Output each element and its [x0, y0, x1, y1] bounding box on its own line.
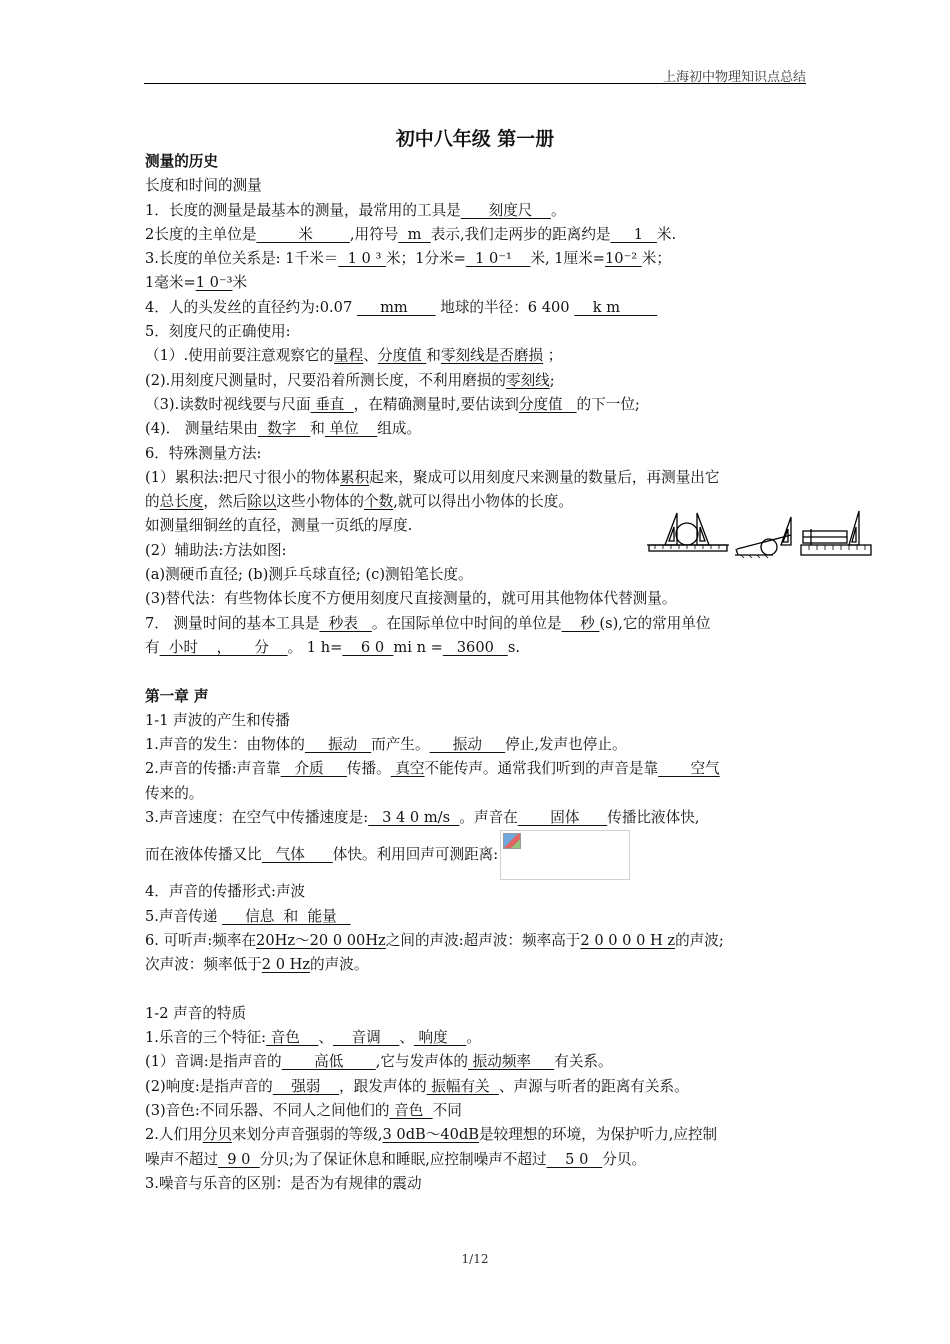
answer-blank: 气体 — [261, 846, 333, 864]
answer-blank: 信息 和 能量 — [221, 907, 351, 925]
sound-item-4: 4．声音的传播形式:声波 — [145, 883, 306, 901]
sound-item-3-cont: 而在液体传播又比 气体 体快。利用回声可测距离: — [145, 830, 825, 880]
item-2-unit: 2长度的主单位是 米 ,用符号 m 表示,我们走两步的距离约是 1 米. — [145, 225, 677, 243]
item-5-1: （1）.使用前要注意观察它的量程、分度值 和零刻线是否磨损 ； — [145, 347, 563, 365]
answer-blank: m — [398, 225, 431, 243]
answer-blank: 分度值 — [377, 347, 427, 365]
item-5-4: (4)． 测量结果由 数字 和 单位 组成。 — [145, 420, 422, 438]
subheading-sound-waves: 1-1 声波的产生和传播 — [145, 711, 290, 729]
quality-item-1-3: (3)音色:不同乐器、不同人之间他们的 音色 不同 — [145, 1101, 462, 1119]
sound-item-2: 2.声音的传播:声音靠 介质 传播。 真空不能传声。通常我们听到的声音是靠 空气 — [145, 760, 720, 778]
running-header: 上海初中物理知识点总结 — [662, 70, 806, 85]
answer-blank: k m — [574, 298, 658, 316]
answer-blank: 强弱 — [272, 1077, 340, 1095]
answer-blank: 10⁻² — [605, 250, 642, 268]
answer-blank: 1 — [610, 225, 657, 243]
subheading-length-time: 长度和时间的测量 — [145, 177, 262, 195]
item-5-3: （3).读数时视线要与尺面 垂直 ，在精确测量时,要估读到分度值 的下一位; — [145, 395, 640, 413]
answer-blank: 1 0⁻¹ — [465, 250, 531, 268]
page-number: 1/12 — [461, 1252, 489, 1266]
answer-blank: 音色 — [266, 1029, 319, 1047]
answer-blank: 3 4 0 m/s — [368, 809, 460, 827]
pencil-length-diagram — [801, 511, 871, 555]
item-4-hair-earth: 4．人的头发丝的直径约为:0.07 mm 地球的半径：6 400 k m — [145, 298, 658, 316]
item-6-special-methods: 6．特殊测量方法: — [145, 444, 262, 462]
section-heading-measurement: 测量的历史 — [145, 153, 218, 170]
measurement-methods-figure — [645, 505, 873, 559]
quality-item-3: 3.噪音与乐音的区别：是否为有规律的震动 — [145, 1174, 422, 1192]
answer-blank: 分度值 — [518, 395, 577, 413]
sound-item-5: 5.声音传递 信息 和 能量 — [145, 907, 351, 925]
answer-blank: 米 — [256, 225, 350, 243]
quality-item-2-cont: 噪声不超过 9 0 分贝;为了保证休息和睡眠,应控制噪声不超过 5 0 分贝。 — [145, 1150, 647, 1168]
answer-blank: 分贝 — [202, 1126, 232, 1144]
broken-image-icon — [503, 833, 521, 849]
answer-blank: 个数 — [363, 493, 394, 511]
item-1-tool: 1．长度的测量是最基本的测量，最常用的工具是 刻度尺 。 — [145, 201, 566, 219]
item-6-1-cont: 的总长度，然后除以这些小物体的个数,就可以得出小物体的长度。 — [145, 493, 573, 511]
answer-blank: 振动 — [429, 736, 506, 754]
item-7-units: 有 小时 ， 分 。 1 h= 6 0 mi n = 3600 s. — [145, 638, 520, 656]
answer-blank: 1 0 ³ — [338, 250, 386, 268]
answer-blank: 零刻线 — [505, 371, 550, 389]
answer-blank: 空气 — [658, 760, 720, 778]
spacer — [145, 978, 825, 1002]
answer-blank: 振动 — [304, 736, 372, 754]
item-6-1-example: 如测量细铜丝的直径，测量一页纸的厚度. — [145, 517, 413, 535]
answer-blank: 真空 — [390, 760, 425, 778]
item-3-millimeter: 1毫米=1 0⁻³米 — [145, 274, 248, 292]
item-6-2: (2）辅助法:方法如图: — [145, 541, 287, 559]
answer-blank: 刻度尺 — [460, 201, 551, 219]
answer-blank: 振幅有关 — [426, 1077, 499, 1095]
answer-blank: 6 0 — [342, 638, 394, 656]
item-5-2: (2).用刻度尺测量时，尺要沿着所测长度，不利用磨损的零刻线; — [145, 371, 555, 389]
sound-item-3: 3.声音速度：在空气中传播速度是: 3 4 0 m/s 。声音在 固体 传播比液体快, — [145, 809, 700, 827]
item-6-1: (1）累积法:把尺寸很小的物体累积起来，聚成可以用刻度尺来测量的数量后，再测量出它 — [145, 468, 720, 486]
answer-blank: 总长度 — [159, 493, 204, 511]
item-6-2-cases: (a)测硬币直径; (b)测乒乓球直径; (c)测铅笔长度。 — [145, 566, 473, 584]
item-7-time: 7． 测量时间的基本工具是 秒表 。在国际单位中时间的单位是 秒 (s),它的常用单位 — [145, 614, 711, 632]
page-title: 初中八年级 第一册 — [395, 128, 555, 150]
item-6-3: (3)替代法：有些物体长度不方便用刻度尺直接测量的，就可用其他物体代替测量。 — [145, 590, 677, 608]
answer-blank: 音色 — [389, 1101, 433, 1119]
spacer — [145, 660, 825, 684]
document-body — [145, 150, 825, 1196]
answer-blank: 单位 — [324, 420, 378, 438]
answer-blank: 秒表 — [319, 614, 372, 632]
answer-blank: 2 0 0 0 0 H z — [580, 931, 676, 949]
answer-blank: 2 0 Hz — [261, 956, 311, 974]
broken-image-placeholder — [500, 830, 630, 880]
answer-blank: 固体 — [517, 809, 608, 827]
answer-blank: 3600 — [442, 638, 508, 656]
answer-blank: 介质 — [280, 760, 347, 778]
answer-blank: 小时 ， 分 — [159, 638, 288, 656]
answer-blank: 9 0 — [217, 1150, 260, 1168]
answer-blank: 零刻线是否磨损 — [440, 347, 544, 365]
answer-blank: 秒 — [561, 614, 600, 632]
answer-blank: 累积 — [340, 468, 370, 486]
answer-blank: 高低 — [281, 1053, 376, 1071]
sound-item-2-cont: 传来的。 — [145, 784, 204, 802]
answer-blank: 数字 — [257, 420, 311, 438]
answer-blank: mm — [356, 298, 436, 316]
answer-blank: 20Hz～20 0 00Hz — [256, 931, 386, 949]
answer-blank: 垂直 — [310, 395, 354, 413]
subheading-sound-qualities: 1-2 声音的特质 — [145, 1004, 247, 1022]
item-5-ruler-use: 5．刻度尺的正确使用: — [145, 323, 291, 341]
answer-blank: 振动频率 — [468, 1053, 555, 1071]
header-divider — [144, 83, 806, 84]
answer-blank: 响度 — [413, 1029, 467, 1047]
quality-item-1-2: (2)响度:是指声音的 强弱 ，跟发声体的 振幅有关 、声源与听者的距离有关系。 — [145, 1077, 689, 1095]
ball-diameter-diagram — [735, 517, 791, 558]
answer-blank: 除以 — [247, 493, 277, 511]
sound-item-6: 6. 可听声:频率在20Hz～20 0 00Hz之间的声波:超声波：频率高于2 0 0 0 0 H z的声波; — [145, 931, 724, 949]
quality-item-1-1: (1）音调:是指声音的 高低 ,它与发声体的 振动频率 有关系。 — [145, 1053, 613, 1071]
sound-item-1: 1.声音的发生：由物体的 振动 而产生。 振动 停止,发声也停止。 — [145, 736, 627, 754]
quality-item-1: 1.乐音的三个特征: 音色 、 音调 、 响度 。 — [145, 1029, 481, 1047]
answer-blank: 5 0 — [546, 1150, 603, 1168]
chapter-heading-sound: 第一章 声 — [145, 687, 209, 705]
quality-item-2: 2.人们用分贝来划分声音强弱的等级,3 0dB～40dB是较理想的环境，为保护听力,应控制 — [145, 1126, 718, 1144]
answer-blank: 3 0dB～40dB — [382, 1126, 480, 1144]
coin-diameter-diagram — [647, 513, 729, 551]
answer-blank: 量程 — [334, 347, 364, 365]
answer-blank: 1 0⁻³ — [195, 274, 233, 292]
item-3-relations: 3.长度的单位关系是: 1千米＝ 1 0 ³ 米；1分米= 1 0⁻¹ 米, 1厘米=10⁻² 米； — [145, 250, 671, 268]
sound-item-6-cont: 次声波：频率低于2 0 Hz的声波。 — [145, 956, 369, 974]
answer-blank: 音调 — [333, 1029, 400, 1047]
